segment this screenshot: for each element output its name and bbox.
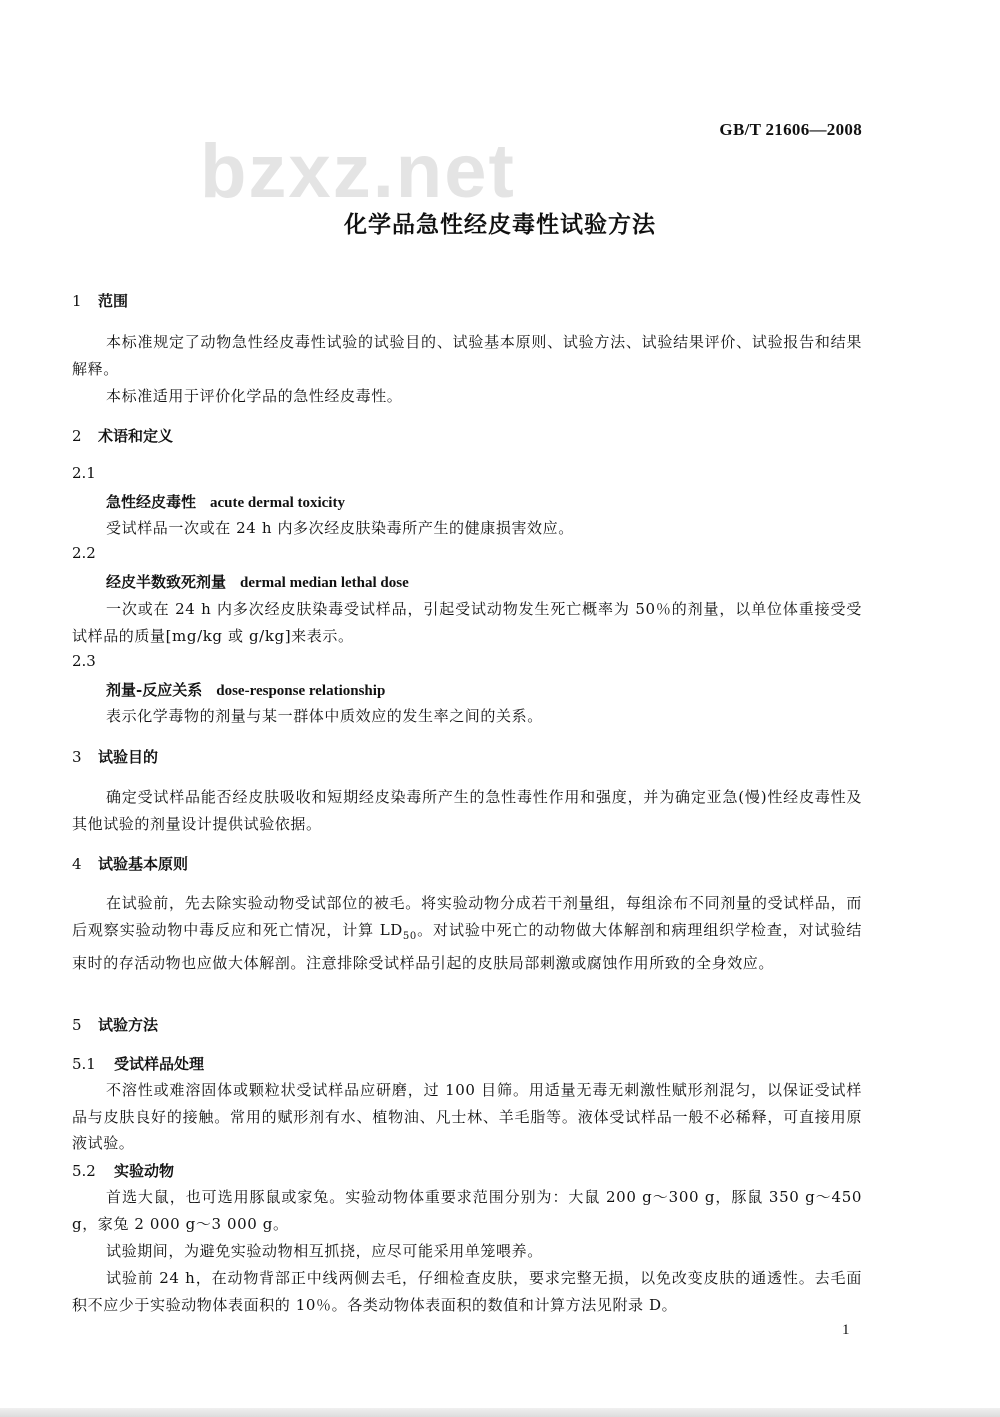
term-2-1-number: 2.1 bbox=[72, 464, 96, 482]
section-title: 试验目的 bbox=[98, 748, 159, 766]
subsection-title: 实验动物 bbox=[114, 1162, 175, 1180]
term-2-3-number: 2.3 bbox=[72, 652, 96, 670]
page-title: 化学品急性经皮毒性试验方法 bbox=[344, 212, 656, 238]
section-4-paragraph bbox=[72, 890, 862, 977]
section-title: 试验基本原则 bbox=[98, 855, 189, 873]
term-chinese: 经皮半数致死剂量 bbox=[106, 573, 227, 591]
section-4-heading bbox=[72, 853, 1000, 874]
section-title: 试验方法 bbox=[98, 1016, 159, 1034]
term-english: dose-response relationship bbox=[216, 683, 386, 699]
term-chinese: 急性经皮毒性 bbox=[106, 493, 197, 511]
term-english: acute dermal toxicity bbox=[210, 495, 345, 511]
paragraph-text-start: 在试验前，先去除实验动物受试部位的被毛。将实验动物分成若干剂量组，每组涂布不同剂量的受试样品，而后观察实验动物中毒反应和死亡情况，计算 LD bbox=[72, 894, 862, 939]
standard-code: GB/T 21606—2008 bbox=[719, 120, 862, 139]
subsection-5-1-paragraph: 不溶性或难溶固体或颗粒状受试样品应研磨，过 100 目筛。用适量无毒无刺激性赋形剂混匀，以保证受试样品与皮肤良好的接触。常用的赋形剂有水、植物油、凡士林、羊毛脂等。液体受试样品一般不必稀释，可直接用原液试验。 bbox=[72, 1081, 862, 1152]
subsection-number: 5.1 bbox=[72, 1055, 96, 1073]
subsection-5-1-heading bbox=[72, 1053, 1000, 1074]
section-number: 1 bbox=[72, 292, 82, 310]
page-number: 1 bbox=[842, 1322, 850, 1338]
section-5-heading bbox=[72, 1014, 1000, 1035]
subsection-5-2-heading bbox=[72, 1160, 1000, 1181]
subsection-5-2-paragraph-1: 首选大鼠，也可选用豚鼠或家兔。实验动物体重要求范围分别为：大鼠 200 g～300 g，豚鼠 350 g～450 g，家兔 2 000 g～3 000 g。 bbox=[72, 1188, 862, 1233]
term-2-2-number: 2.2 bbox=[72, 544, 96, 562]
term-2-3-definition: 表示化学毒物的剂量与某一群体中质效应的发生率之间的关系。 bbox=[106, 707, 543, 725]
subsection-number: 5.2 bbox=[72, 1162, 96, 1180]
section-number: 4 bbox=[72, 855, 82, 873]
scan-bottom-edge bbox=[0, 1408, 1000, 1417]
watermark: bzxz.net bbox=[200, 129, 516, 214]
subscript: 50 bbox=[402, 930, 417, 942]
term-chinese: 剂量-反应关系 bbox=[106, 681, 203, 699]
term-english: dermal median lethal dose bbox=[240, 575, 409, 591]
section-number: 5 bbox=[72, 1016, 82, 1034]
subsection-title: 受试样品处理 bbox=[114, 1055, 205, 1073]
section-1-paragraph-2: 本标准适用于评价化学品的急性经皮毒性。 bbox=[106, 387, 403, 405]
paragraph-text-end: 。对试验中死亡的动物做大体解剖和病理组织学检查，对试验结束时的存活动物也应做大体解剖。注意排除受试样品引起的皮肤局部刺激或腐蚀作用所致的全身效应。 bbox=[72, 920, 862, 972]
section-1-paragraph-1: 本标准规定了动物急性经皮毒性试验的试验目的、试验基本原则、试验方法、试验结果评价、试验报告和结果解释。 bbox=[72, 333, 862, 378]
section-1-heading bbox=[72, 290, 1000, 311]
term-2-2 bbox=[106, 571, 1000, 592]
section-3-paragraph: 确定受试样品能否经皮肤吸收和短期经皮染毒所产生的急性毒性作用和强度，并为确定亚急(慢)性经皮毒性及其他试验的剂量设计提供试验依据。 bbox=[72, 788, 862, 833]
section-title: 范围 bbox=[98, 292, 129, 310]
section-number: 2 bbox=[72, 427, 82, 445]
term-2-3 bbox=[106, 679, 1000, 700]
term-2-2-definition: 一次或在 24 h 内多次经皮肤染毒受试样品，引起受试动物发生死亡概率为 50％的剂量，以单位体重接受受试样品的质量[mg/kg 或 g/kg]来表示。 bbox=[72, 600, 862, 645]
subsection-5-2-paragraph-3: 试验前 24 h，在动物背部正中线两侧去毛，仔细检查皮肤，要求完整无损，以免改变皮肤的通透性。去毛面积不应少于实验动物体表面积的 10％。各类动物体表面积的数值和计算方法见附录 D。 bbox=[72, 1269, 862, 1314]
section-3-heading bbox=[72, 746, 1000, 767]
section-number: 3 bbox=[72, 748, 82, 766]
section-title: 术语和定义 bbox=[98, 427, 174, 445]
subsection-5-2-paragraph-2: 试验期间，为避免实验动物相互抓挠，应尽可能采用单笼喂养。 bbox=[106, 1242, 543, 1260]
section-2-heading bbox=[72, 425, 1000, 446]
term-2-1 bbox=[106, 491, 1000, 512]
term-2-1-definition: 受试样品一次或在 24 h 内多次经皮肤染毒所产生的健康损害效应。 bbox=[106, 519, 574, 537]
